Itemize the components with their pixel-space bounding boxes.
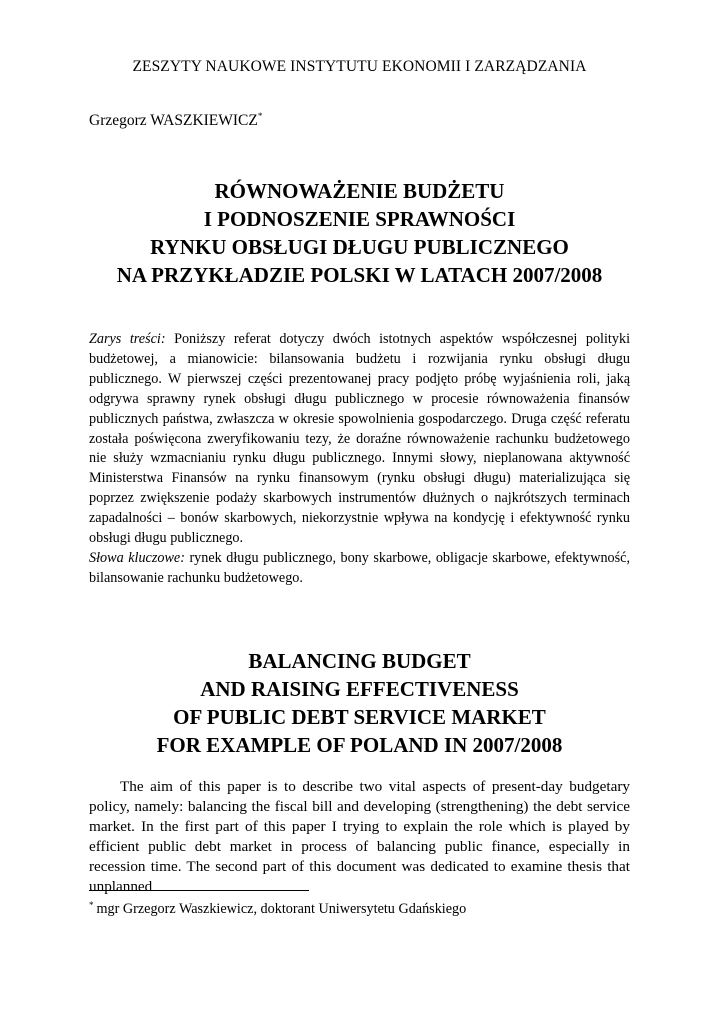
abstract-label: Zarys treści:: [89, 331, 166, 347]
footnote-separator: [89, 890, 309, 891]
footnote-mark: *: [89, 900, 94, 910]
title-english-line: FOR EXAMPLE OF POLAND IN 2007/2008: [156, 733, 563, 757]
abstract-text: Poniższy referat dotyczy dwóch istotnych aspektów współczesnej polityki budżetowej, a mianowicie: bilansowania budżetu i rozwijania rynku obsługi długu publicznego. W pierwszej części prezentowanej pracy podjęto próbę wyjaśnienia roli, jaką odgrywa sprawny rynek obsługi długu publicznego w procesie równoważenia finansów publicznych państwa, zwłaszcza w okresie spowolnienia gospodarczego. Druga część referatu została poświęcona zweryfikowaniu tezy, że doraźne równoważenie rachunku budżetowego nie służy wzmacnianiu rynku długu publicznego. Innymi słowy, nieplanowana aktywność Ministerstwa Finansów na rynku finansowym (rynku obsługi długu) materializująca się poprzez zwiększenie podaży skarbowych instrumentów dłużnych o najkrótszych terminach zapadalności – bonów skarbowych, niekorzystnie wpływa na kondycję i efektywność rynku obsługi długu publicznego.: [89, 331, 631, 547]
author-footnote-mark: *: [257, 111, 263, 121]
title-polish-line: I PODNOSZENIE SPRAWNOŚCI: [203, 207, 516, 231]
title-polish-line: NA PRZYKŁADZIE POLSKI W LATACH 2007/2008: [116, 263, 603, 287]
author-name: Grzegorz WASZKIEWICZ: [89, 112, 258, 129]
journal-header: ZESZYTY NAUKOWE INSTYTUTU EKONOMII I ZARZĄDZANIA: [132, 58, 587, 75]
abstract: [89, 330, 630, 589]
abstract-paragraph: [89, 330, 630, 549]
title-english-line: BALANCING BUDGET: [248, 649, 471, 673]
title-english-line: OF PUBLIC DEBT SERVICE MARKET: [173, 705, 546, 729]
footnote: [89, 900, 466, 918]
title-english-line: AND RAISING EFFECTIVENESS: [200, 677, 519, 701]
keywords-text: rynek długu publicznego, bony skarbowe, obligacje skarbowe, efektywność, bilansowanie rachunku budżetowego.: [89, 549, 631, 586]
title-polish-line: RYNKU OBSŁUGI DŁUGU PUBLICZNEGO: [150, 235, 569, 259]
title-english: [0, 647, 719, 759]
keywords-label: Słowa kluczowe:: [89, 549, 185, 566]
body-paragraph: The aim of this paper is to describe two vital aspects of present-day budgetary policy, namely: balancing the fiscal bill and developing (strengthening) the debt service market. In the first part of this paper I trying to explain the role which is played by efficient public debt market in process of balancing public finance, especially in recession time. The second part of this document was dedicated to examine thesis that unplanned: [89, 778, 630, 895]
footnote-text: mgr Grzegorz Waszkiewicz, doktorant Uniwersytetu Gdańskiego: [96, 901, 467, 917]
keywords-paragraph: [89, 549, 630, 589]
title-polish-line: RÓWNOWAŻENIE BUDŻETU: [214, 179, 505, 203]
author-line: [89, 111, 262, 130]
title-polish: [0, 177, 719, 289]
